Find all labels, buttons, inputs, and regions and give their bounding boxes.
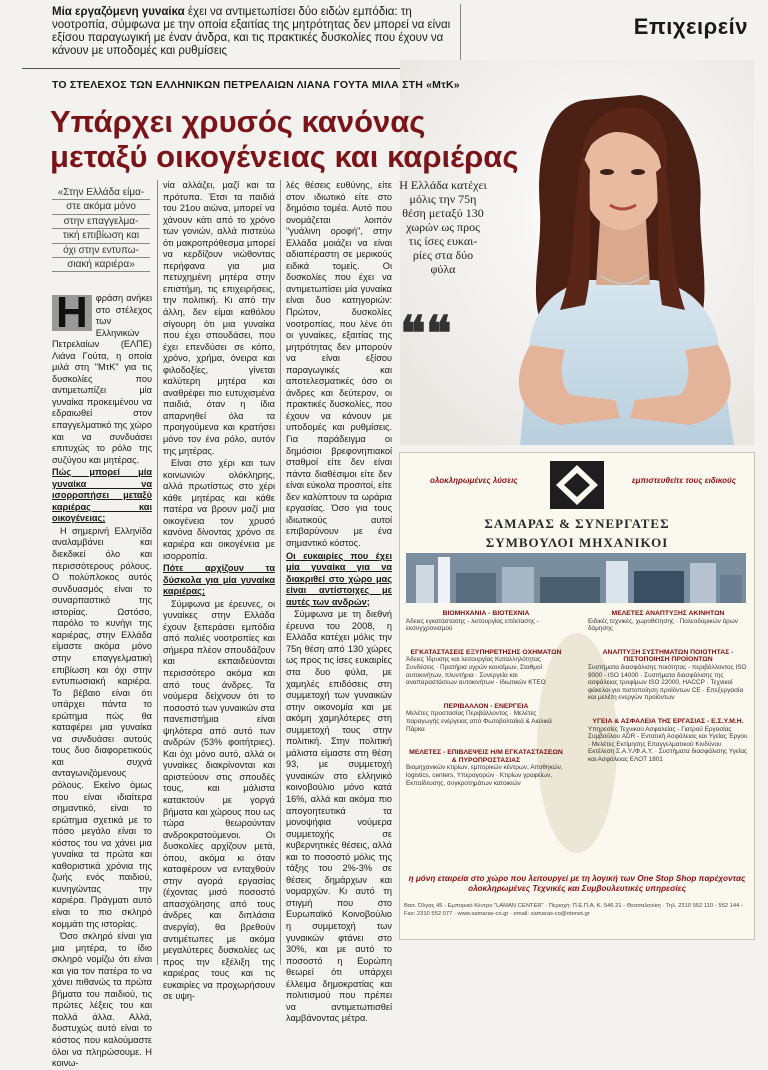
- service-group: [406, 649, 566, 687]
- pullquote: [52, 186, 150, 272]
- quote-marks-icon: ❝❝: [400, 308, 452, 361]
- firm-name: ΣΑΜΑΡΑΣ & ΣΥΝΕΡΓΑΤΕΣ: [484, 516, 670, 531]
- col1-paragraph: Όσο σκληρό είναι για μια μητέρα, το ίδιο σκληρό νομίζω ότι είναι και για τον πατέρα το να χάνει πιθανώς τα πρώτα βήματα του παιδιού, τις πρώτες λέξεις του και πολλά άλλα. Αλλά, δυστυχώς αυτό είναι το κόστος που καλούμαστε όλοι να πληρώσουμε. Η κοινω-: [52, 931, 152, 1069]
- service-text: Υπηρεσίες Τεχνικού Ασφαλείας - Γιατρού Εργασίας Συμβούλου ADR - Εντατική Ασφάλειας και Υγείας Έργου · Μελέτες Εκτίμησης Επαγγελματικού Κινδύνου Εκτέλεση Σ.Α.Υ./Φ.Α.Υ. · Συστήματα διασφάλισης Υγείας και Ασφάλειας ΕΛΟΤ 1801: [588, 725, 748, 763]
- col2-paragraph: Είναι στο χέρι και των κοινωνιών ολόκληρης, αλλά πρωτίστως στο χέρι κάθε μητέρας και κάθε πατέρα να βρουν μαζί μια οικογένεια τον χρυσό κανόνα δίνοντας χρόνο σε καριέρα και οικογένεια με ισορροπία.: [163, 458, 275, 561]
- advertisement: [399, 452, 755, 940]
- column-3: [286, 180, 392, 1024]
- photo-quote-line: τις ίσες ευκαι-: [408, 234, 478, 248]
- service-group: [406, 703, 566, 733]
- service-heading: ΒΙΟΜΗΧΑΝΙΑ - ΒΙΟΤΕΧΝΙΑ: [442, 610, 530, 617]
- skyline-illustration: [406, 553, 746, 603]
- service-heading: ΕΓΚΑΤΑΣΤΑΣΕΙΣ ΕΞΥΠΗΡΕΤΗΣΗΣ ΟΧΗΜΑΤΩΝ: [410, 648, 562, 656]
- photo-quote-line: θέση μεταξύ 130: [402, 206, 484, 220]
- column-divider: [157, 180, 158, 965]
- ad-tag-right: εμπιστευθείτε τους ειδικούς: [631, 476, 736, 485]
- service-text: Άδειες Ίδρυσης και λειτουργίας Καταλληλότητας Συνδέσεις · Πρατήρια υγρών καυσίμων, Σταθμοί αυτοκινήτων, πλυντήρια · Συνεργεία και αναπαραστάσεων αυτοκινήτων · Ιδιωτικών ΚΤΕΟ: [406, 656, 546, 687]
- col2-paragraph: νία αλλάζει, μαζί και τα πρότυπα. Έτσι τα παιδιά του 21ου αιώνα, μπορεί να χάνουν κάτι από το χρόνο των γονιών, αλλά πιστεύω ότι μακροπρόθεσμα μπορεί να κερδίζουν νιώθοντας περήφανα για μια πετυχημένη μητέρα στην επιστήμη, τις επιχειρήσεις, την πολιτική. Κι από την άλλη, δεν είμαι καθόλου σίγουρη ότι μια γυναίκα που έχει σπουδάσει, που έχει επενδύσει σε κόπο, χρόνο, χρήμα, όνειρα και φιλοδοξίες, γίνεται καλύτερη μητέρα και αναθρέφει πιο ευτυχισμένα παιδιά, όταν η ίδια απαρνηθεί όλα τα προηγούμενα και κρατήσει μόνο τον ένα ρόλο, αυτόν της μητέρας.: [163, 180, 275, 456]
- service-heading: ΥΓΕΙΑ & ΑΣΦΑΛΕΙΑ ΤΗΣ ΕΡΓΑΣΙΑΣ - Ε.Σ.Υ.Μ.Η.: [592, 717, 744, 725]
- service-heading: ΜΕΛΕΤΕΣ ΑΝΑΠΤΥΞΗΣ ΑΚΙΝΗΤΩΝ: [611, 610, 725, 617]
- pullquote-line: στην επαγγελμα-: [52, 215, 150, 229]
- ad-slogan: η μόνη εταιρεία στο χώρο που λειτουργεί με τη λογική των One Stop Shop παρέχοντας ολοκληρωμένες Τεχνικές και Συμβουλευτικές υπηρεσίες: [408, 874, 746, 893]
- col1-paragraph: φράση ανήκει στο στέλεχος των Ελληνικών Πετρελαίων (ΕΛΠΕ) Λιάνα Γούτα, η οποία μιλά στη "ΜτΚ" για τις δυσκολίες που αντιμετωπίζει μία γυναίκα προκειμένου να εδραιωθεί στον επαγγελματικό της χώρο και να συνδυάσει επιτυχώς το ρόλο της συζύγου και μητέρας.: [52, 293, 152, 465]
- pullquote-line: τική επιβίωση και: [52, 229, 150, 243]
- question: Πώς μπορεί μία γυναίκα να ισορροπήσει μεταξύ καριέρας και οικογένειας;: [52, 467, 152, 524]
- column-2: [163, 180, 275, 1002]
- service-text: Μελέτες προστασίας Περιβάλλοντος · Μελέτες παραγωγής ενέργειας από Φωτοβολταϊκά & Αιολικά Πάρκα: [406, 710, 552, 733]
- pullquote-line: στε ακόμα μόνο: [52, 200, 150, 214]
- service-group: [588, 610, 748, 633]
- question: Πότε αρχίζουν τα δύσκολα για μία γυναίκα καριέρας;: [163, 563, 275, 597]
- service-heading: ΠΕΡΙΒΑΛΛΟΝ - ΕΝΕΡΓΕΙΑ: [443, 702, 529, 710]
- col3-paragraph: Σύμφωνα με τη διεθνή έρευνα του 2008, η Ελλάδα κατέχει μόλις την 75η θέση από 130 χώρες ως προς τις ίσες ευκαιρίες στα δυο φύλα, με χαμηλές επιδόσεις στη συμμετοχή των γυναικών στην οικονομία και με ακόμη χαμηλότερες στη συμμετοχή τους στην πολιτική. Στην πολιτική μάλιστα είμαστε στη θέση 93, με συμμετοχή γυναικών στο ελληνικό κοινοβούλιο μόνο κατά 16%, αλλά και ακόμα πιο απογοητευτικά τα μονοψήφια νούμερα συμμετοχής σε κυβερνητικές θέσεις, αλλά και το ποσοστό μόλις της τάξης του 2%-3% σε θέσεις δημάρχων και νομαρχών. Κι αυτό τη στιγμή που στο Ευρωπαϊκό Κοινοβούλιο η συμμετοχή των γυναικών φτάνει στο 30%, και με αυτό το ποσοστό η Ευρώπη θεωρεί ότι υπάρχει έλλειμα δημοκρατίας και πολιτισμού που πρέπει να αντιμετωπισθεί λαμβάνοντας μέτρα.: [286, 609, 392, 1024]
- photo-quote-line: χωρών ως προς: [406, 220, 480, 234]
- service-text: Ειδικές τεχνικές, χωροθέτησης · Πολεοδομικών όρων δόμησης: [588, 617, 738, 633]
- headline-line: μεταξύ οικογένειας και καριέρας: [50, 139, 519, 174]
- lead-bold: Μία εργαζόμενη γυναίκα: [52, 6, 185, 18]
- service-text: Άδειες εγκατάστασης - λειτουργίας επέκτασης - εκσυγχρονισμού: [406, 617, 539, 633]
- ad-contact: Βασ. Όλγας 45 - Εμπορικό Κέντρο "LAMAN CENTER" · Περιοχή: Π.Ε.Π.Α. Κ. 546 21 - Θεσσαλονίκη · Τηλ. 2310 552 110 - 552 144 - Fax: 2310 552 077 · www.samaras-co.gr · email: samaras-co@otenet.gr: [404, 903, 743, 917]
- ad-tag-left: ολοκληρωμένες λύσεις: [430, 476, 518, 485]
- pullquote-line: όχι στην εντυπω-: [52, 244, 150, 258]
- col1-paragraph: Η σημερινή Ελληνίδα αναλαμβάνει και διεκδικεί όλο και περισσότερους ρόλους. Ο πολύπλοκος αυτός συνδυασμός είναι το συναρπαστικό της ιστορίας. Ωστόσο, παρόλο το κυνήγι της καριέρας, στην Ελλάδα είμαστε ακόμα μόνο στην επαγγελματική επιβίωση και όχι στην εντυπωσιακή καριέρα. Το βέβαιο είναι ότι υπάρχει πάντα το ερώτημα πώς θα καταφέρει μια γυναίκα να συνδυάσει αυτούς τους δυο διαφορετικούς και συχνά ανταγωνιζόμενους ρόλους. Εκείνο όμως που είναι ιδιαίτερα σημαντικό, είναι το ερώτημα σχετικά με το πόσο μεγάλο είναι το κόστος του να χάνει μια γυναίκα τα πρώτα και καθοριστικά χρόνια της ζωής ενός παιδιού, κυνηγώντας την καριέρα. Πράγματι αυτό είναι το πιο σκληρό κομμάτι της ιστορίας.: [52, 525, 152, 929]
- kicker: ΤΟ ΣΤΕΛΕΧΟΣ ΤΩΝ ΕΛΛΗΝΙΚΩΝ ΠΕΤΡΕΛΑΙΩΝ ΛΙΑΝΑ ΓΟΥΤΑ ΜΙΛΑ ΣΤΗ «ΜτΚ»: [52, 79, 460, 91]
- dropcap: Η: [52, 295, 92, 331]
- section-divider: [460, 4, 461, 64]
- headline-line: Υπάρχει χρυσός κανόνας: [50, 104, 426, 139]
- question: Οι ευκαιρίες που έχει μία γυναίκα για να διακριθεί στο χώρο μας είναι αντίστοιχες με αυτές των ανδρών;: [286, 550, 392, 607]
- service-group: [406, 749, 566, 787]
- headline: [50, 104, 580, 174]
- service-group: [588, 649, 748, 702]
- photo-quote: [394, 178, 492, 276]
- section-title: Επιχειρείν: [633, 14, 748, 39]
- service-group: [406, 610, 566, 633]
- pullquote-line: σιακή καριέρα»: [52, 258, 150, 272]
- services-right: [588, 610, 748, 764]
- service-text: Βιομηχανικών κτιρίων, εμπορικών κέντρων, Αποθηκών, logistics, centers, Υπεραγορών · Κτιρίων γραφείων, Εκπαίδευσης, συγκροτημάτων κατοικιών: [406, 764, 563, 787]
- firm-subtitle: ΣΥΜΒΟΥΛΟΙ ΜΗΧΑΝΙΚΟΙ: [485, 535, 669, 550]
- lead-text: έχει να αντιμετωπίσει δύο ειδών εμπόδια: τη νοοτροπία, σύμφωνα με την οποία εξαιτίας της μητρότητας δεν μπορεί να είναι εξίσου παραγωγική με έναν άνδρα, και τις πρακτικές δυσκολίες που έχουν να κάνουν με υποδομές και ρυθμίσεις: [52, 6, 451, 57]
- lead-paragraph: [52, 6, 452, 58]
- photo-quote-line: Η Ελλάδα κατέχει: [399, 178, 487, 192]
- service-heading: ΜΕΛΕΤΕΣ - ΕΠΙΒΛΕΨΕΙΣ Η/Μ ΕΓΚΑΤΑΣΤΑΣΕΩΝ & ΠΥΡΟΠΡΟΣΤΑΣΙΑΣ: [409, 749, 563, 764]
- firm-logo-icon: [546, 457, 608, 513]
- column-1: [52, 288, 152, 1069]
- pullquote-line: «Στην Ελλάδα είμα-: [52, 186, 150, 200]
- photo-quote-line: ρίες στα δύο: [412, 248, 474, 262]
- column-divider: [280, 180, 281, 965]
- col3-paragraph: λές θέσεις ευθύνης, είτε στον ιδιωτικό είτε στο δημόσιο τομέα. Αυτό που ονομάζεται λοιπόν "γυάλινη οροφή", στην Ελλάδα μοιάζει να είναι αδιαπέραστη σε μερικούς ειδικά τομείς. Οι δυσκολίες που έχει να αντιμετωπίσει μία γυναίκα είναι δυο κατηγοριών: Πρώτον, δυσκολίες νοοτροπίας, που λένε ότι οι γυναίκες, εξαιτίας της μητρότητας δεν μπορούν να είναι εξίσου παραγωγικές και αποτελεσματικές όσο οι άνδρες και δεύτερον, οι πρακτικές δυσκολίες, που έχουν να κάνουν με υποδομές και ρυθμίσεις. Για παράδειγμα οι δημόσιοι βρεφονηπιακοί σταθμοί είτε δεν είναι πάντα διαθέσιμοι είτε δεν είναι εύκολα προσιτοί, είτε δεν καλύπτουν τα ωράρια εργασίας. Όσο για τους ιδιωτικούς αυτοί επιβαρύνουν με ένα σημαντικό κόστος.: [286, 180, 392, 548]
- photo-quote-line: φύλα: [430, 262, 456, 276]
- col2-paragraph: Σύμφωνα με έρευνες, οι γυναίκες στην Ελλάδα έχουν ξεπεράσει εμπόδια από παλιές νοοτροπίες και σήμερα πλέον σπουδάζουν και εκπαιδεύονται περισσότερο ακόμα και από τους άνδρες. Τα νούμερα δείχνουν ότι το ποσοστό των γυναικών στα πανεπιστήμια είναι ψηλότερα από αυτό των ανδρών (53% φοιτήτριες). Και όχι μόνο αυτό, αλλά οι γυναίκες διακρίνονται και αριστεύουν στις σπουδές τους, και μάλιστα κατακτούν με γοργά βήματα και χώρους που ως τώρα θεωρούνταν ανδροκρατούμενοι. Οι δυσκολίες αρχίζουν μετά, όπου, ακόμα κι όταν καταφέρουν να ενταχθούν στην αγορά εργασίας (έχοντας μισό ποσοστό απασχόλησης από τους άνδρες και διπλάσια ανεργία), θα βρεθούν αντιμέτωπες με ακόμα μεγαλύτερες δυσκολίες ως προς την εξέλιξη της καριέρας τους και τις ευκαιρίες να προχωρήσουν σε υψη-: [163, 598, 275, 1002]
- photo-quote-line: μόλις την 75η: [409, 192, 477, 206]
- services-left: [406, 610, 566, 787]
- service-heading: ΑΝΑΠΤΥΞΗ ΣΥΣΤΗΜΑΤΩΝ ΠΟΙΟΤΗΤΑΣ - ΠΙΣΤΟΠΟΙΗΣΗ ΠΡΟΪΟΝΤΩΝ: [602, 648, 734, 664]
- service-group: [588, 718, 748, 764]
- service-text: Συστήματα διασφάλισης ποιότητας - περιβάλλοντος ISO 9000 - ISO 14000 · Συστήματα διασφάλισης της ασφάλειας τροφίμων ISO 22000, HACCP · Τεχνικοί φάκελοι για πιστοποίηση προϊόντων CE · Επεξεργασία και μελέτη ενεργών προϊόντων: [588, 663, 747, 702]
